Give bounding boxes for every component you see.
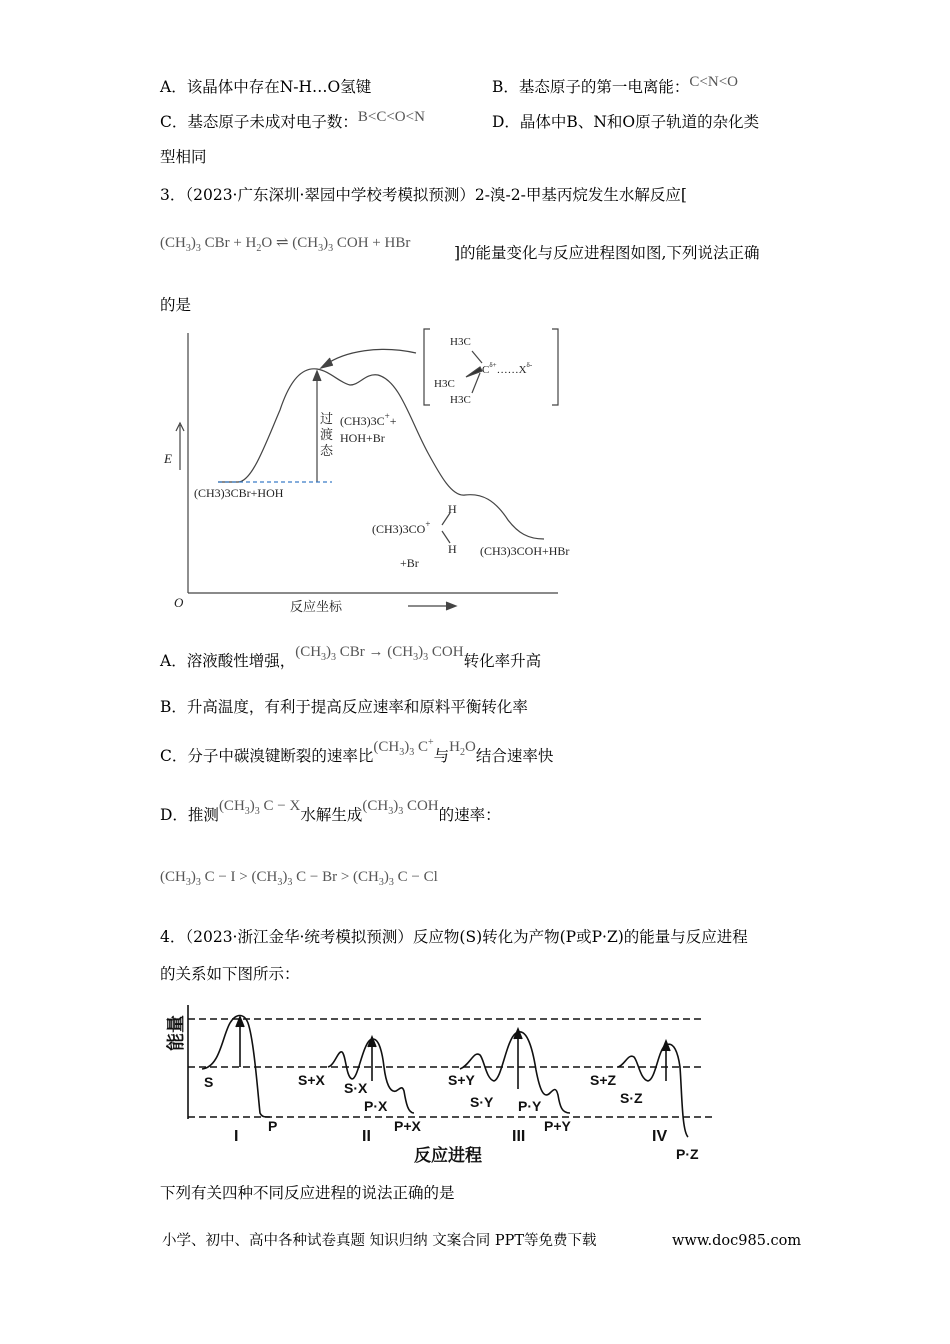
q4-label-p-dot-x: P·X bbox=[364, 1098, 388, 1114]
q4-label-s-plus-x: S+X bbox=[298, 1072, 325, 1088]
q3-ts-h3c-top: H3C bbox=[450, 336, 471, 348]
q4-label-s-plus-y: S+Y bbox=[448, 1072, 475, 1088]
q2-option-a: A．该晶体中存在N-H…O氢键 bbox=[160, 78, 372, 96]
q3-option-c-formula1: $(CH_3)_3$ C+ bbox=[373, 737, 434, 758]
q3-stem-line1: 3．（2023·广东深圳·翠园中学校考模拟预测）2-溴-2-甲基丙烷发生水解反应[ bbox=[160, 186, 687, 204]
q4-roman-ii: II bbox=[362, 1128, 371, 1145]
q3-option-d-formula2: $(CH_3)_3$ COH bbox=[362, 798, 439, 817]
q3-int2-sup: + bbox=[425, 519, 431, 529]
q4-y-axis-label: 能量 bbox=[166, 1015, 186, 1051]
q2-option-b-text: B．基态原子的第一电离能： bbox=[492, 78, 690, 96]
q4-label-s: S bbox=[204, 1074, 214, 1090]
q3-y-axis-label: E bbox=[164, 451, 172, 466]
q4-label-p-plus-y: P+Y bbox=[544, 1118, 571, 1134]
q3-ts-char-3: 态 bbox=[320, 443, 334, 458]
q2-option-b-formula: C<N<O bbox=[689, 74, 738, 90]
q3-stem-line3: 的是 bbox=[160, 296, 192, 314]
q3-option-c bbox=[160, 737, 554, 770]
q3-option-a bbox=[160, 644, 542, 675]
q4-stem-line1: 4．（2023·浙江金华·统考模拟预测）反应物(S)转化为产物(P或P·Z)的能量与反应进程 bbox=[160, 928, 748, 946]
q4-label-s-dot-x: S·X bbox=[344, 1080, 368, 1096]
q3-int1-formula: (CH3)3C bbox=[340, 414, 385, 428]
q4-label-s-plus-z: S+Z bbox=[590, 1072, 617, 1088]
q2-option-c-formula: B<C<O<N bbox=[357, 109, 425, 125]
q3-intermediate2 bbox=[372, 519, 430, 536]
q3-option-c-post: 结合速率快 bbox=[475, 747, 554, 765]
q3-int2-h-bottom: H bbox=[448, 542, 457, 556]
q2-option-d-cont: 型相同 bbox=[160, 148, 207, 166]
q3-option-a-formula: $(CH_3)_3$ CBr → $(CH_3)_3$ COH bbox=[295, 644, 464, 663]
q4-roman-iv: IV bbox=[652, 1128, 668, 1145]
q3-option-c-formula2: $H_2O$ bbox=[449, 739, 476, 758]
q2-option-b bbox=[492, 74, 738, 98]
q3-int2-br: +Br bbox=[400, 556, 419, 570]
q3-ts-char-1: 过 bbox=[320, 411, 334, 426]
q3-reactant-label: (CH3)3CBr+HOH bbox=[194, 486, 284, 500]
q3-ts-h3c-bottom: H3C bbox=[450, 394, 471, 406]
q3-equation: $(CH_3)_3$ CBr + $H_2O$ ⇌ $(CH_3)_3$ COH + HBr bbox=[160, 235, 411, 254]
q3-ts-x-charge: δ- bbox=[526, 361, 533, 369]
q3-option-b: B．升高温度，有利于提高反应速率和原料平衡转化率 bbox=[160, 698, 528, 716]
q4-label-p-dot-y: P·Y bbox=[518, 1098, 542, 1114]
q3-option-d-formula1: $(CH_3)_3$ C − X bbox=[218, 798, 301, 817]
q3-ts-dots: …… bbox=[496, 364, 519, 376]
q4-stem-line2: 的关系如下图所示： bbox=[160, 965, 300, 983]
q4-label-p: P bbox=[268, 1118, 278, 1134]
q3-option-a-post: 转化率升高 bbox=[463, 652, 542, 670]
q3-int2-formula: (CH3)3CO bbox=[372, 522, 426, 536]
q4-x-axis-label: 反应进程 bbox=[414, 1146, 482, 1165]
q4-label-p-dot-z: P·Z bbox=[676, 1146, 699, 1162]
q2-option-d: D．晶体中B、N和O原子轨道的杂化类 bbox=[492, 113, 760, 131]
q4-energy-diagram bbox=[160, 995, 720, 1170]
q3-int1-sup: + bbox=[384, 411, 390, 421]
q4-label-p-plus-x: P+X bbox=[394, 1118, 421, 1134]
q3-intermediate1-line2: HOH+Br bbox=[340, 431, 385, 445]
q3-int2-h-top: H bbox=[448, 502, 457, 516]
q3-ts-x: X bbox=[518, 364, 527, 376]
q2-option-c bbox=[160, 109, 425, 133]
q3-option-d-post: 的速率： bbox=[438, 806, 501, 824]
q3-option-d-rate-order: $(CH_3)_3$ $C - I > (CH_3)_3$ $C - Br > (CH_3)_3$ C − Cl bbox=[160, 869, 438, 888]
q3-option-d bbox=[160, 798, 501, 829]
q3-ts-h3c-left: H3C bbox=[434, 378, 455, 390]
q3-x-axis-label: 反应坐标 bbox=[290, 599, 343, 614]
q3-ts-c-charge: δ+ bbox=[489, 361, 497, 369]
q3-option-c-pre: C．分子中碳溴键断裂的速率比 bbox=[160, 747, 374, 765]
q3-origin-label: O bbox=[174, 595, 184, 610]
q3-option-a-pre: A．溶液酸性增强， bbox=[160, 652, 296, 670]
q3-ts-center bbox=[482, 361, 533, 376]
q3-energy-curve bbox=[218, 369, 544, 539]
q3-intermediate1-line1 bbox=[340, 411, 397, 428]
q3-energy-diagram bbox=[160, 325, 600, 625]
q4-question: 下列有关四种不同反应进程的说法正确的是 bbox=[160, 1184, 455, 1202]
q3-option-d-mid: 水解生成 bbox=[300, 806, 363, 824]
q3-product-label: (CH3)3COH+HBr bbox=[480, 544, 570, 558]
q4-label-s-dot-z: S·Z bbox=[620, 1090, 643, 1106]
footer-left-text: 小学、初中、高中各种试卷真题 知识归纳 文案合同 PPT等免费下载 bbox=[162, 1233, 597, 1249]
q3-int1-plus: + bbox=[389, 414, 397, 428]
q3-ts-char-2: 渡 bbox=[320, 427, 334, 442]
footer-url-link[interactable]: www.doc985.com bbox=[672, 1233, 802, 1249]
q3-stem-line2: ]的能量变化与反应进程图如图,下列说法正确 bbox=[454, 244, 760, 262]
q4-roman-iii: III bbox=[512, 1128, 526, 1145]
q3-ts-c: C bbox=[482, 364, 490, 376]
q4-roman-i: I bbox=[234, 1128, 239, 1145]
q3-option-c-mid: 与 bbox=[433, 747, 450, 765]
q4-label-s-dot-y: S·Y bbox=[470, 1094, 494, 1110]
q3-option-d-pre: D．推测 bbox=[160, 806, 219, 824]
q2-option-c-text: C．基态原子未成对电子数： bbox=[160, 113, 358, 131]
